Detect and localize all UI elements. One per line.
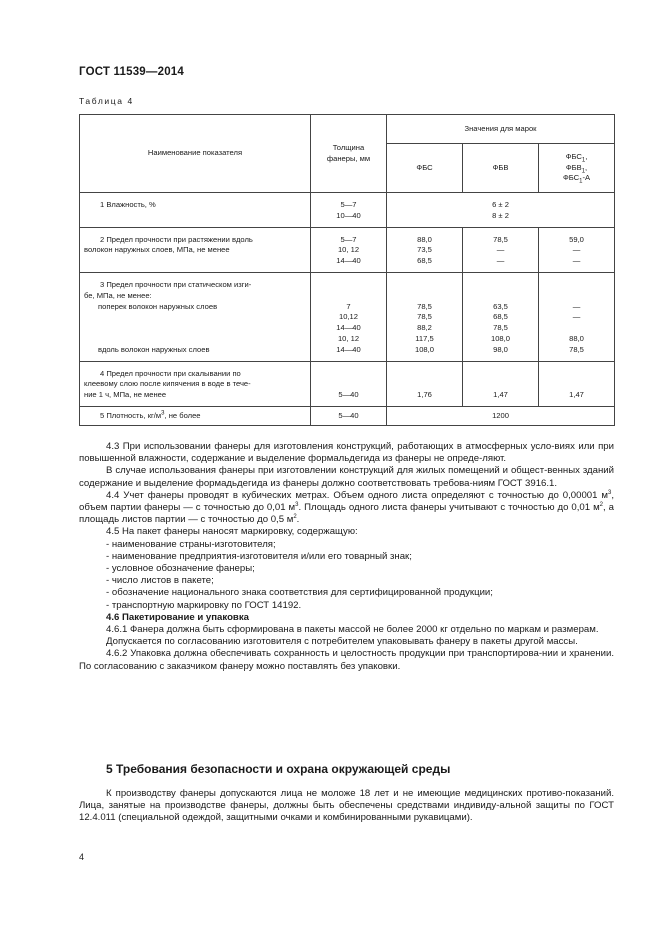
- header-grade-mixed: $ФБС_1$, $ФБВ_1$, $ФБС_1-А$: [539, 144, 615, 193]
- cell-mixed: 59,0 — —: [539, 227, 615, 272]
- document-header: ГОСТ 11539—2014: [79, 66, 184, 78]
- page-number: 4: [79, 852, 85, 862]
- paragraph-4-6-1: 4.6.1 Фанера должна быть сформирована в пакеты массой не более 2000 кг отдельно по маркам и размерам.: [106, 624, 599, 636]
- section-5-text: [79, 788, 614, 825]
- cell-merged-value: 1200: [387, 406, 615, 425]
- cell-fbs: 1,76: [387, 361, 463, 406]
- paragraph-4-6-1-continued: Допускается по согласованию изготовителя с потребителем упаковывать фанеру в пакеты другой массы.: [106, 636, 578, 648]
- cell-mixed: 1,47: [539, 361, 615, 406]
- table-row: [80, 406, 615, 425]
- list-item: - число листов в пакете;: [106, 575, 214, 587]
- table-caption: Таблица 4: [79, 96, 134, 106]
- properties-table-wrapper: [79, 114, 614, 426]
- table-row: [80, 227, 615, 272]
- cell-thickness: 5—40: [311, 361, 387, 406]
- paragraph-4-6-2: 4.6.2 Упаковка должна обеспечивать сохранность и целостность продукции при транспортирова-нии и хранении. По согласованию с заказчиком фанеру можно поставлять без упаковки.: [79, 648, 614, 672]
- cell-fbs: 78,5 78,5 88,2 117,5 108,0: [387, 272, 463, 361]
- cell-merged-value: 6 ± 2 8 ± 2: [387, 193, 615, 228]
- list-item: - наименование предприятия-изготовителя и/или его товарный знак;: [106, 550, 412, 562]
- body-text-block: [79, 441, 614, 673]
- paragraph-5: К производству фанеры допускаются лица не моложе 18 лет и не имеющие медицинских противо-показаний. Лица, занятые на производстве фанеры, должны быть обеспечены средствами индивиду-альной защиты по ГОСТ 12.4.011 (специальной одеждой, защитными очками и комбинированными рукавицами).: [79, 788, 614, 824]
- header-thickness: Толщина фанеры, мм: [311, 115, 387, 193]
- cell-indicator: 2 Предел прочности при растяжении вдоль волокон наружных слоев, МПа, не менее: [80, 227, 311, 272]
- paragraph-4-3: 4.3 При использовании фанеры для изготовления конструкций, работающих в атмосферных усло-виях или при повышенной влажности, содержание и выделение формальдегида из фанеры не опреде-ляют.: [79, 441, 614, 465]
- cell-indicator: 3 Предел прочности при статическом изги- бе, МПа, не менее: поперек волокон наружных слоев вдоль волокон наружных слоев: [80, 272, 311, 361]
- cell-indicator: 1 Влажность, %: [80, 193, 311, 228]
- list-item: - обозначение национального знака соответствия для сертифицированной продукции;: [106, 587, 493, 599]
- cell-indicator: 4 Предел прочности при скалывании по клеевому слою после кипячения в воде в тече- ние 1 ч, МПа, не менее: [80, 361, 311, 406]
- header-indicator-name: Наименование показателя: [80, 115, 311, 193]
- marking-list: [79, 539, 614, 612]
- table-row: [80, 361, 615, 406]
- header-grade-fbs: ФБС: [387, 144, 463, 193]
- section-title-5: 5 Требования безопасности и охрана окружающей среды: [106, 762, 451, 776]
- paragraph-4-5: 4.5 На пакет фанеры наносят маркировку, содержащую:: [106, 526, 358, 538]
- cell-fbs: 88,0 73,5 68,5: [387, 227, 463, 272]
- cell-thickness: 5—40: [311, 406, 387, 425]
- subsection-title-4-6: 4.6 Пакетирование и упаковка: [106, 611, 249, 623]
- cell-fbv: 63,5 68,5 78,5 108,0 98,0: [463, 272, 539, 361]
- cell-mixed: — — 88,0 78,5: [539, 272, 615, 361]
- header-values-group: Значения для марок: [387, 115, 615, 144]
- cell-thickness: 7 10,12 14—40 10, 12 14—40: [311, 272, 387, 361]
- cell-fbv: 78,5 — —: [463, 227, 539, 272]
- properties-table: [79, 114, 615, 426]
- table-row: [80, 193, 615, 228]
- paragraph-4-3-continued: В случае использования фанеры при изготовлении конструкций для жилых помещений и общест-венных зданий содержание и выделение формадьдегида из фанеры должно соответствовать требова-ниям ГОСТ 3916.1.: [79, 465, 614, 489]
- cell-thickness: 5—7 10—40: [311, 193, 387, 228]
- list-item: - условное обозначение фанеры;: [106, 563, 255, 575]
- list-item: - транспортную маркировку по ГОСТ 14192.: [106, 599, 302, 611]
- list-item: - наименование страны-изготовителя;: [106, 538, 276, 550]
- header-grade-fbv: ФБВ: [463, 144, 539, 193]
- paragraph-4-4: 4.4 Учет фанеры проводят в кубических метрах. Объем одного листа определяют с точностью до 0,00001 $м^3$, объем партии фанеры — с точностью до 0,01 $м^3$. Площадь одного листа фанеры учитывают с точностью до 0,01 $м^2$, а площадь листов партии — с точностью до 0,5 $м^2$.: [79, 489, 614, 526]
- cell-fbv: 1,47: [463, 361, 539, 406]
- table-row: [80, 272, 615, 361]
- cell-thickness: 5—7 10, 12 14—40: [311, 227, 387, 272]
- cell-indicator: 5 Плотность, $кг/м^3$, не более: [80, 406, 311, 425]
